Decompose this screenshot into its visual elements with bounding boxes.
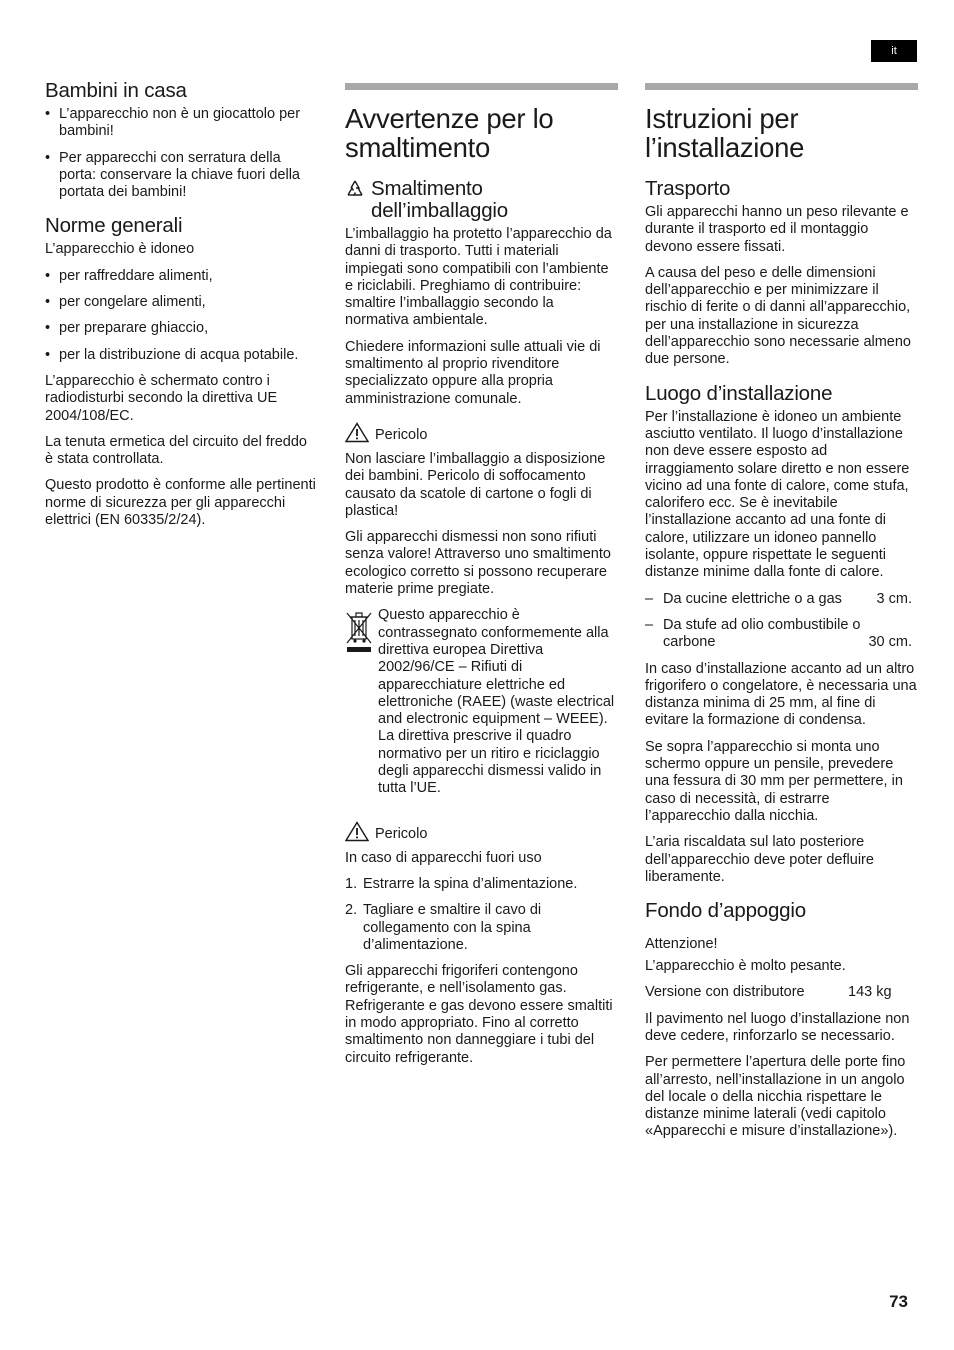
paragraph: Gli apparecchi hanno un peso rilevante e durante il trasporto ed il montaggio devono essere fissati. <box>645 204 909 255</box>
paragraph: Il pavimento nel luogo d’installazione non deve cedere, rinforzarlo se necessario. <box>645 1010 910 1044</box>
list-item: 2. Tagliare e smaltire il cavo di collegamento con la spina d’alimentazione. <box>345 902 542 953</box>
paragraph: Per permettere l’apertura delle porte fino all’arresto, nell’installazione in un angolo del locale o della nicchia rispettare le distanze minime laterali (vedi capitolo «Apparecchi e misure d’installazione»). <box>645 1054 906 1140</box>
paragraph: L’aria riscaldata sul lato posteriore dell’apparecchio deve poter defluire liberamente. <box>645 834 874 885</box>
section-title-installation: Istruzioni per l’installazione <box>645 103 805 163</box>
list-item: • Per apparecchi con serratura della porta: conservare la chiave fuori della portata dei bambini! <box>45 150 317 202</box>
column-safety <box>45 78 317 538</box>
warning-label-row <box>345 422 618 443</box>
distance-list <box>645 591 918 652</box>
paragraph: Gli apparecchi frigoriferi contengono refrigerante, e nell’isolamento gas. Refrigerante e gas devono essere smaltiti in modo appropriato. Fino al corretto smaltimento non danneggiare i tubi del circuito refrigerante. <box>345 963 613 1066</box>
page-number: 73 <box>889 1292 908 1311</box>
list-item: • L’apparecchio non è un giocattolo per bambini! <box>45 106 317 141</box>
paragraph: A causa del peso e delle dimensioni dell’apparecchio e per minimizzare il rischio di ferite o di danni all’apparecchio, per una installazione in sicurezza dell’apparecchio sono necessarie almeno due persone. <box>645 264 911 368</box>
paragraph: L’apparecchio è molto pesante. <box>645 958 846 975</box>
column-installation <box>645 78 918 1150</box>
paragraph: Gli apparecchi dismessi non sono rifiuti senza valore! Attraverso uno smaltimento ecologico corretto si possono recuperare materie prime pregiate. <box>345 529 611 598</box>
column-disposal <box>345 78 618 1076</box>
section-rule <box>645 83 918 90</box>
heading-luogo: Luogo d’installazione <box>645 381 833 405</box>
list-item: 1. Estrarre la spina d’alimentazione. <box>345 875 578 892</box>
language-tab: it <box>871 40 917 62</box>
section-rule <box>345 83 618 90</box>
list-item: • per la distribuzione di acqua potabile. <box>45 347 317 364</box>
warning-label: Pericolo <box>375 426 428 443</box>
heading-bambini: Bambini in casa <box>45 79 187 102</box>
section-title-disposal: Avvertenze per lo smaltimento <box>345 103 554 163</box>
paragraph: Chiedere informazioni sulle attuali vie di smaltimento al proprio rivenditore specializzato oppure alla propria amministrazione comunale. <box>345 338 601 407</box>
warning-label-row <box>345 821 618 842</box>
list-item: – Da cucine elettriche o a gas 3 cm. <box>645 590 912 607</box>
warning-label: Pericolo <box>375 825 428 842</box>
weee-text: Questo apparecchio è contrassegnato conformemente alla direttiva europea Direttiva 2002/96/CE – Rifiuti di apparecchiature elettriche ed elettroniche (RAEE) (waste electrical and electronic equipment – WEEE). La direttiva prescrive il quadro normativo per un ritiro e riciclaggio degli apparecchi dismessi valido in tutta l’UE. <box>378 607 615 797</box>
heading-packaging: Smaltimento dell’imballaggio <box>371 177 508 222</box>
bambini-list <box>45 106 317 201</box>
warning-triangle-icon <box>345 422 369 443</box>
paragraph: Questo prodotto è conforme alle pertinenti norme di sicurezza per gli apparecchi elettrici (EN 60335/2/24). <box>45 477 316 529</box>
steps-list <box>345 876 618 954</box>
paragraph: L’apparecchio è schermato contro i radiodisturbi secondo la direttiva UE 2004/108/EC. <box>45 372 278 424</box>
attention-label: Attenzione! <box>645 936 718 953</box>
paragraph: L’imballaggio ha protetto l’apparecchio da danni di trasporto. Tutti i materiali impiegati sono compatibili con l’ambiente e riciclabili. Preghiamo di contribuire: smaltire l’imballaggio secondo la normativa ambientale. <box>345 226 612 329</box>
weight-row: Versione con distributore 143 kg <box>645 984 892 1001</box>
list-item: • per congelare alimenti, <box>45 294 317 311</box>
list-item: – Da stufe ad olio combustibile o carbone 30 cm. <box>645 616 912 651</box>
warning-triangle-icon <box>345 821 369 842</box>
list-item: • per raffreddare alimenti, <box>45 268 317 285</box>
paragraph: La tenuta ermetica del circuito del freddo è stata controllata. <box>45 433 307 468</box>
recycle-icon <box>345 179 365 199</box>
paragraph: Non lasciare l’imballaggio a disposizione dei bambini. Pericolo di soffocamento causato da scatole di cartone o fogli di plastica! <box>345 450 606 519</box>
heading-fondo: Fondo d’appoggio <box>645 899 806 923</box>
norme-intro: L’apparecchio è idoneo <box>45 241 195 258</box>
heading-trasporto: Trasporto <box>645 177 731 200</box>
crossed-bin-icon <box>345 607 373 655</box>
paragraph: Se sopra l’apparecchio si monta uno schermo oppure un pensile, prevedere una fessura di 30 mm per permettere, in caso di necessità, di estrarre l’apparecchio dalla nicchia. <box>645 738 903 824</box>
heading-norme: Norme generali <box>45 214 183 238</box>
norme-list <box>45 268 317 364</box>
paragraph: Per l’installazione è idoneo un ambiente asciutto ventilato. Il luogo d’installazione non deve essere esposto ad irraggiamento solare diretto e non essere vicino ad una fonte di calore, come stufa, calorifero ecc. Se è inevitabile l’installazione accanto ad una fonte di calore, utilizzare un idoneo pannello isolante, oppure rispettate le seguenti distanze minime dalla fonte di calore. <box>645 408 910 581</box>
weee-block <box>345 607 618 806</box>
paragraph: In caso di apparecchi fuori uso <box>345 849 542 866</box>
paragraph: In caso d’installazione accanto ad un altro frigorifero o congelatore, è necessaria una distanza minima di 25 mm, al fine di evitare la formazione di condensa. <box>645 660 917 729</box>
packaging-heading-row <box>345 178 618 226</box>
list-item: • per preparare ghiaccio, <box>45 320 317 337</box>
